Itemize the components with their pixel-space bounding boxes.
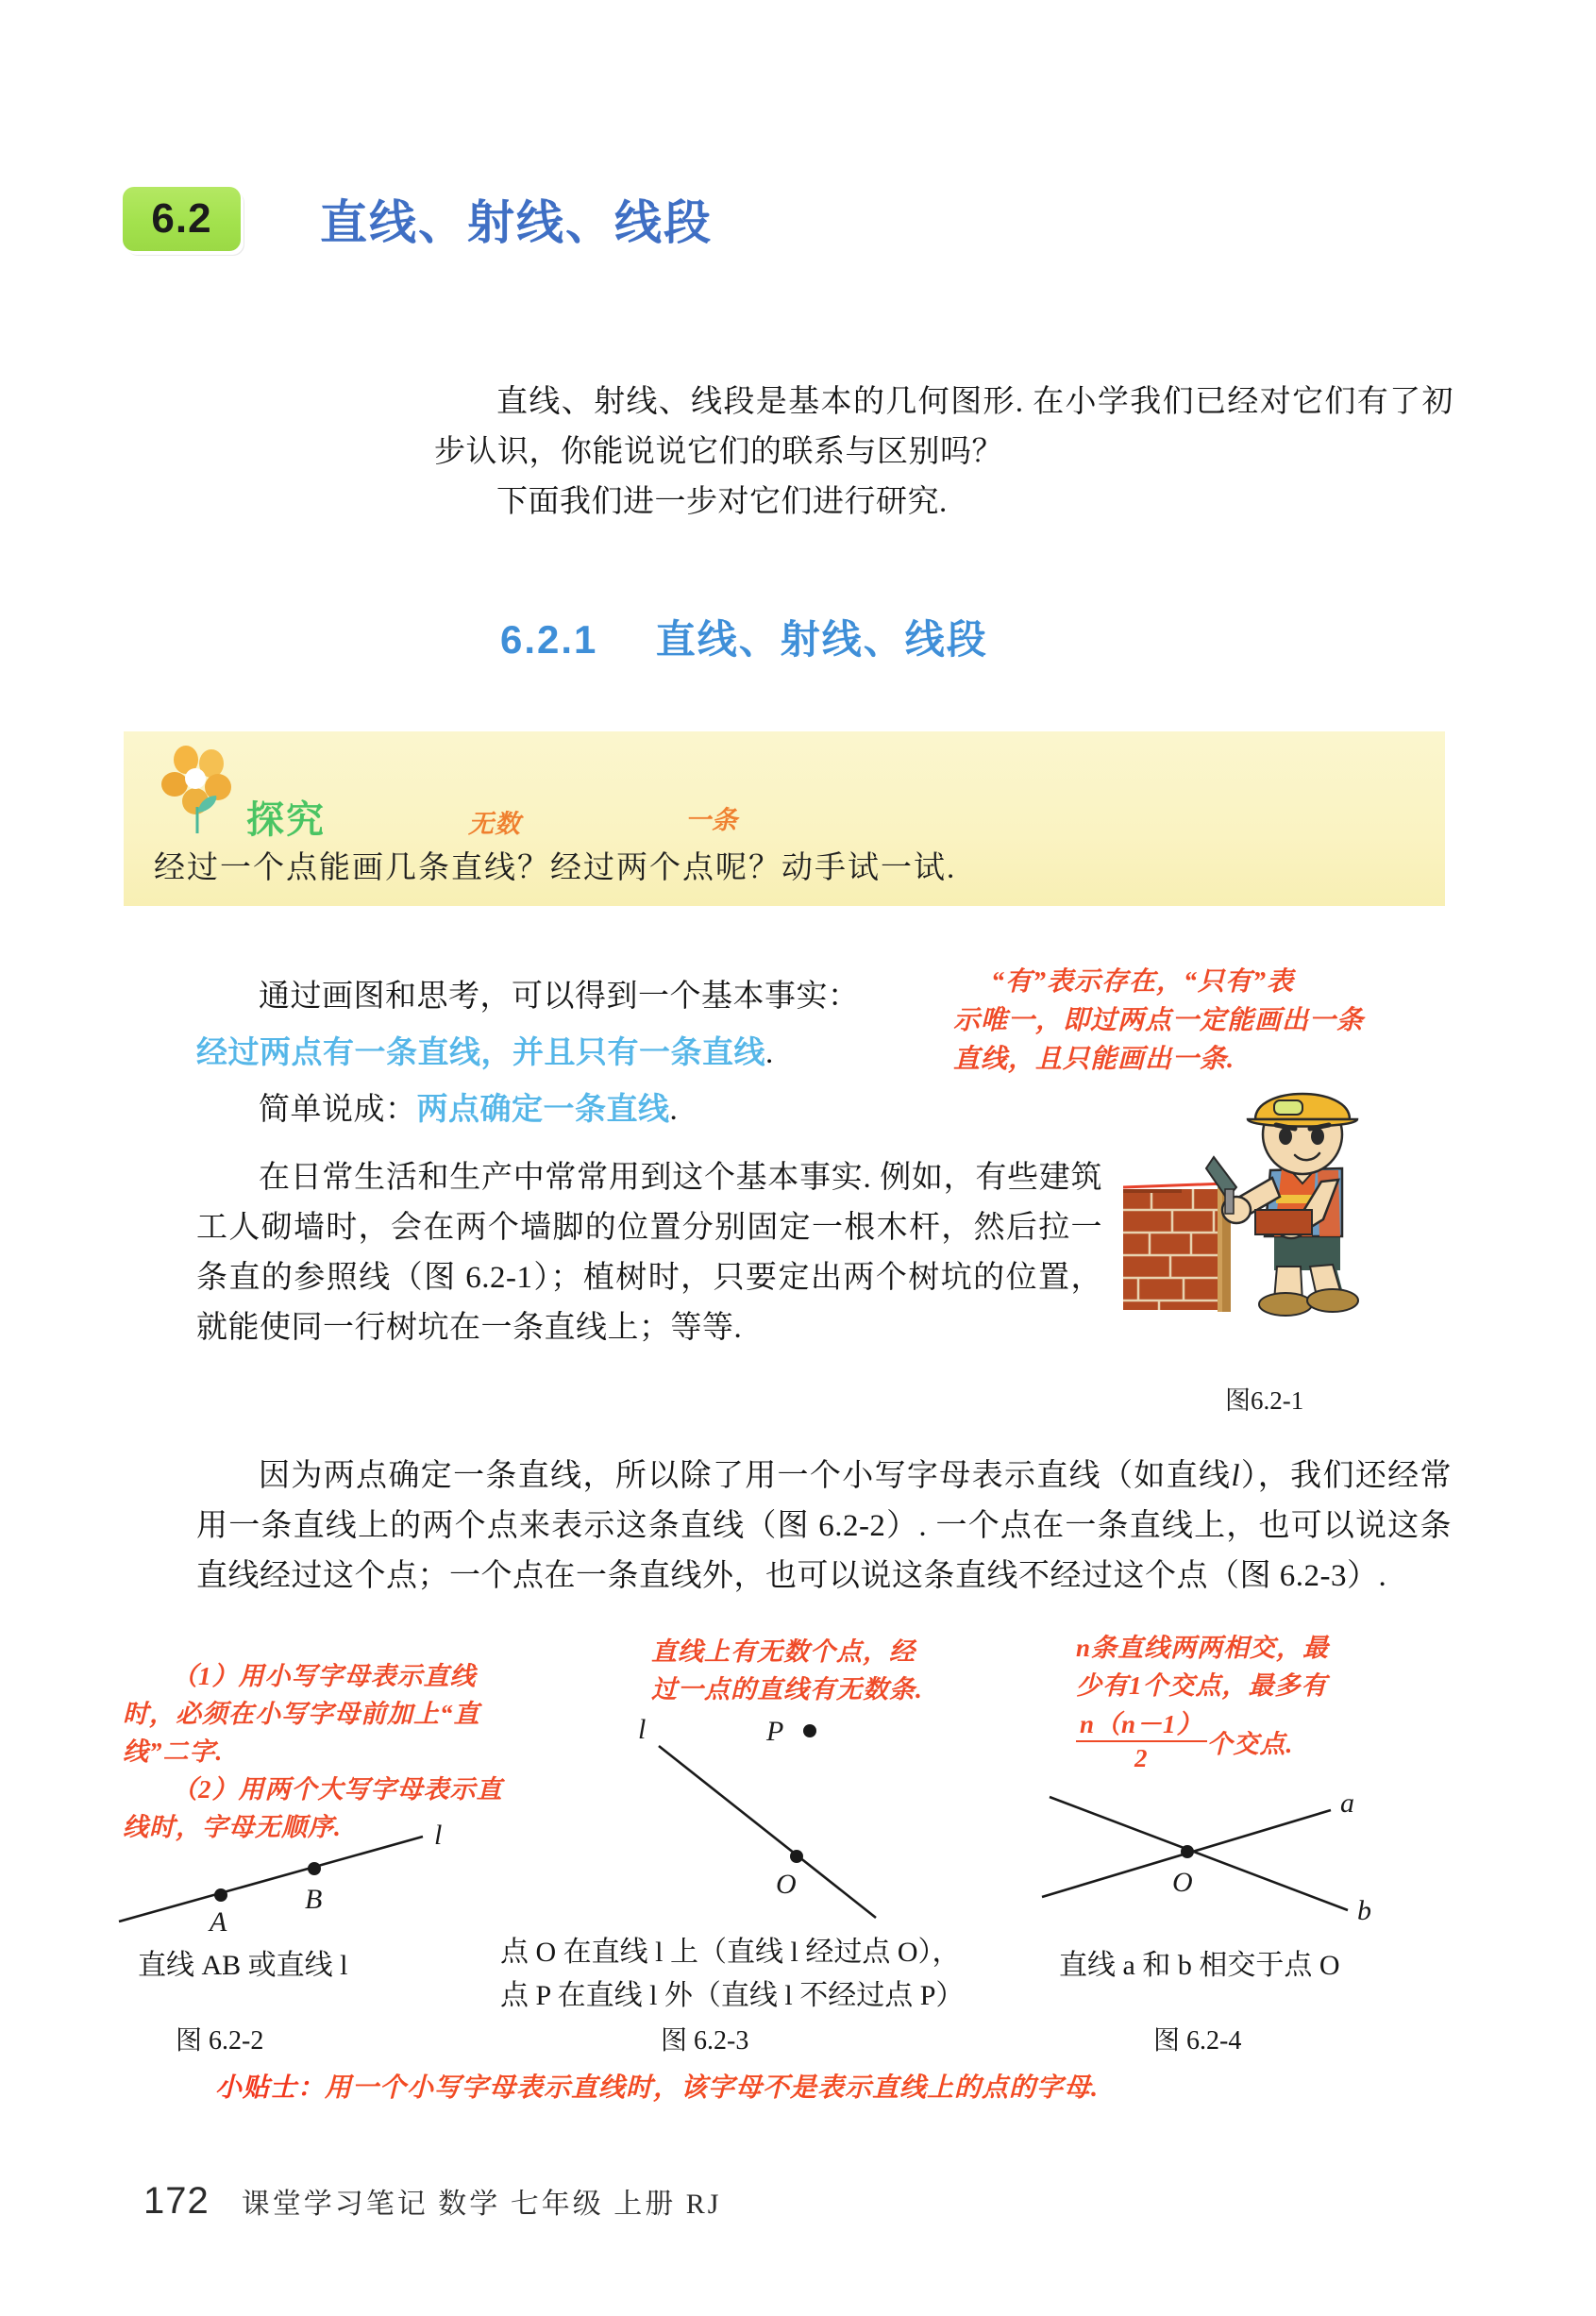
naming-line-1-italic: l xyxy=(1231,1459,1241,1493)
explore-annotation-wushu: 无数 xyxy=(468,810,521,838)
page-title: 直线、射线、线段 xyxy=(320,196,713,249)
life-line-4: 要定出两个树坑的位置，就能使同一行树坑在一条直线上； xyxy=(196,1261,1102,1345)
fact-simple-lead: 简单说成： xyxy=(259,1093,417,1127)
flower-icon xyxy=(160,745,241,835)
note-left-line-2: 时，必须在小写字母前加上“直 xyxy=(123,1700,480,1728)
subsection-number: 6.2.1 xyxy=(500,617,598,662)
fact-statement-row xyxy=(196,1029,980,1079)
intro-line-3: 下面我们进一步对它们进行研究. xyxy=(496,485,948,519)
fact-lead xyxy=(196,972,951,1022)
construction-worker-illustration xyxy=(1123,1066,1501,1368)
naming-line-1: 因为两点确定一条直线，所以除了用一个小写字母表示直线（如直线 xyxy=(259,1459,1232,1493)
line-b-label: b xyxy=(1357,1895,1371,1926)
explore-label: 探究 xyxy=(246,799,326,841)
note-top-line-3: 直线，且只能画出一条. xyxy=(953,1045,1235,1074)
note-middle-line-2: 过一点的直线有无数条. xyxy=(651,1675,923,1703)
subsection-heading xyxy=(500,609,988,665)
naming-paragraph xyxy=(196,1452,1452,1602)
handwritten-note-top xyxy=(953,963,1510,1079)
point-a-label: A xyxy=(210,1906,227,1938)
diagram-2-fignum: 图 6.2-3 xyxy=(661,2026,749,2056)
note-left-line-4: （2）用两个大写字母表示直 xyxy=(172,1775,503,1804)
life-paragraph xyxy=(196,1153,1102,1353)
diagram-3-fignum: 图 6.2-4 xyxy=(1153,2026,1242,2056)
handwritten-note-left xyxy=(123,1657,566,1846)
figure-1-caption: 图6.2-1 xyxy=(1225,1386,1304,1415)
note-right-line-2: 少有1个交点，最多有 xyxy=(1076,1671,1328,1700)
intro-line-2: 对它们有了初步认识，你能说说它们的联系与区别吗？ xyxy=(434,385,1454,469)
point-a-dot xyxy=(214,1888,227,1902)
formula-denominator: 2 xyxy=(1134,1744,1149,1772)
diagram-line-ab xyxy=(111,1821,470,1944)
intro-paragraph-2 xyxy=(434,478,1453,528)
life-line-3: 木杆，然后拉一条直的参照线（图 6.2-1）；植树时，只 xyxy=(196,1211,1103,1295)
fact-simple-period: . xyxy=(669,1093,679,1127)
naming-line-4: 直线不经过这个点（图 6.2-3）. xyxy=(955,1559,1387,1593)
note-right-formula-row xyxy=(1076,1708,1482,1774)
diagram-point-on-off-line xyxy=(604,1718,925,1935)
tip-label: 小贴士： xyxy=(215,2073,326,2103)
note-left-line-5: 线时，字母无顺序. xyxy=(123,1813,342,1841)
point-o-label-3: O xyxy=(1172,1867,1193,1898)
note-left-line-3: 线”二字. xyxy=(123,1737,224,1766)
fact-statement-period: . xyxy=(765,1036,774,1070)
handwritten-note-middle xyxy=(651,1633,1048,1708)
intro-line-1: 直线、射线、线段是基本的几何图形. 在小学我们已经 xyxy=(496,385,1260,419)
handwritten-note-right xyxy=(1076,1629,1482,1774)
point-b-label: B xyxy=(305,1884,323,1915)
diagram-intersecting-lines xyxy=(1029,1782,1406,1942)
diagram-2-caption xyxy=(500,1931,1029,2018)
line-a-label: a xyxy=(1340,1787,1354,1819)
point-o-label: O xyxy=(776,1869,797,1900)
explore-question: 经过一个点能画几条直线？经过两个点呢？动手试一试. xyxy=(154,851,957,885)
intersection-formula xyxy=(1076,1708,1207,1774)
intersection-point-dot xyxy=(1181,1845,1194,1858)
diagram-3-caption: 直线 a 和 b 相交于点 O xyxy=(1059,1950,1340,1981)
subsection-title: 直线、射线、线段 xyxy=(655,617,988,662)
diagram-2-caption-line-1: 点 O 在直线 l 上（直线 l 经过点 O）， xyxy=(500,1937,961,1968)
diagram-2-caption-line-2: 点 P 在直线 l 外（直线 l 不经过点 P） xyxy=(500,1980,965,2011)
explore-box xyxy=(124,731,1445,906)
note-right-line-1: n条直线两两相交，最 xyxy=(1076,1634,1330,1662)
line-l-label-2: l xyxy=(638,1718,647,1745)
page-footer xyxy=(143,2180,721,2223)
point-p-label: P xyxy=(766,1718,784,1747)
tip-line xyxy=(215,2067,1099,2105)
note-middle-line-1: 直线上有无数个点，经 xyxy=(651,1637,916,1666)
section-header xyxy=(123,185,713,253)
life-line-1: 在日常生活和生产中常常用到这个基本事实. 例如， xyxy=(259,1161,976,1195)
tip-text: 用一个小写字母表示直线时，该字母不是表示直线上的点的字母. xyxy=(325,2073,1100,2103)
brick-wall xyxy=(1123,1187,1231,1312)
point-o-dot xyxy=(790,1850,803,1863)
formula-numerator: n（n－1） xyxy=(1076,1708,1207,1742)
note-top-line-1: “有”表示存在，“只有”表 xyxy=(991,967,1295,997)
note-left-line-1: （1）用小写字母表示直线 xyxy=(172,1662,477,1690)
fact-simple-row xyxy=(196,1085,980,1135)
line-l-label: l xyxy=(434,1821,443,1851)
footer-text: 课堂学习笔记 数学 七年级 上册 RJ xyxy=(241,2189,722,2220)
intro-paragraph xyxy=(434,378,1453,478)
life-line-5: 等等. xyxy=(670,1311,743,1345)
diagram-1-fignum: 图 6.2-2 xyxy=(176,2026,264,2056)
diagram-1-caption: 直线 AB 或直线 l xyxy=(138,1950,348,1981)
naming-line-1-end: ）， xyxy=(1240,1459,1291,1493)
point-p-dot xyxy=(803,1724,816,1737)
fact-statement: 经过两点有一条直线，并且只有一条直线 xyxy=(196,1036,765,1070)
fact-simple: 两点确定一条直线 xyxy=(416,1093,670,1127)
page-number: 172 xyxy=(143,2180,210,2222)
section-number-badge: 6.2 xyxy=(123,187,241,251)
note-top-line-2: 示唯一，即过两点一定能画出一条 xyxy=(953,1006,1365,1035)
life-line-2: 有些建筑工人砌墙时，会在两个墙脚的位置分别固定一根 xyxy=(196,1161,1103,1245)
naming-line-2: 我们还经常用一条直线上的两个点来表示这条直线（图 6.2-2）. 一个点在一条 xyxy=(196,1459,1453,1543)
naming-line-3: 直线上，也可以说这条直线经过这个点；一个点在一条直线外，也可以说这条 xyxy=(196,1509,1452,1593)
fact-lead-text: 通过画图和思考，可以得到一个基本事实： xyxy=(259,980,860,1014)
explore-annotation-yitiao: 一条 xyxy=(685,806,738,834)
point-b-dot xyxy=(308,1862,321,1875)
note-right-line-3: 个交点. xyxy=(1206,1730,1294,1759)
